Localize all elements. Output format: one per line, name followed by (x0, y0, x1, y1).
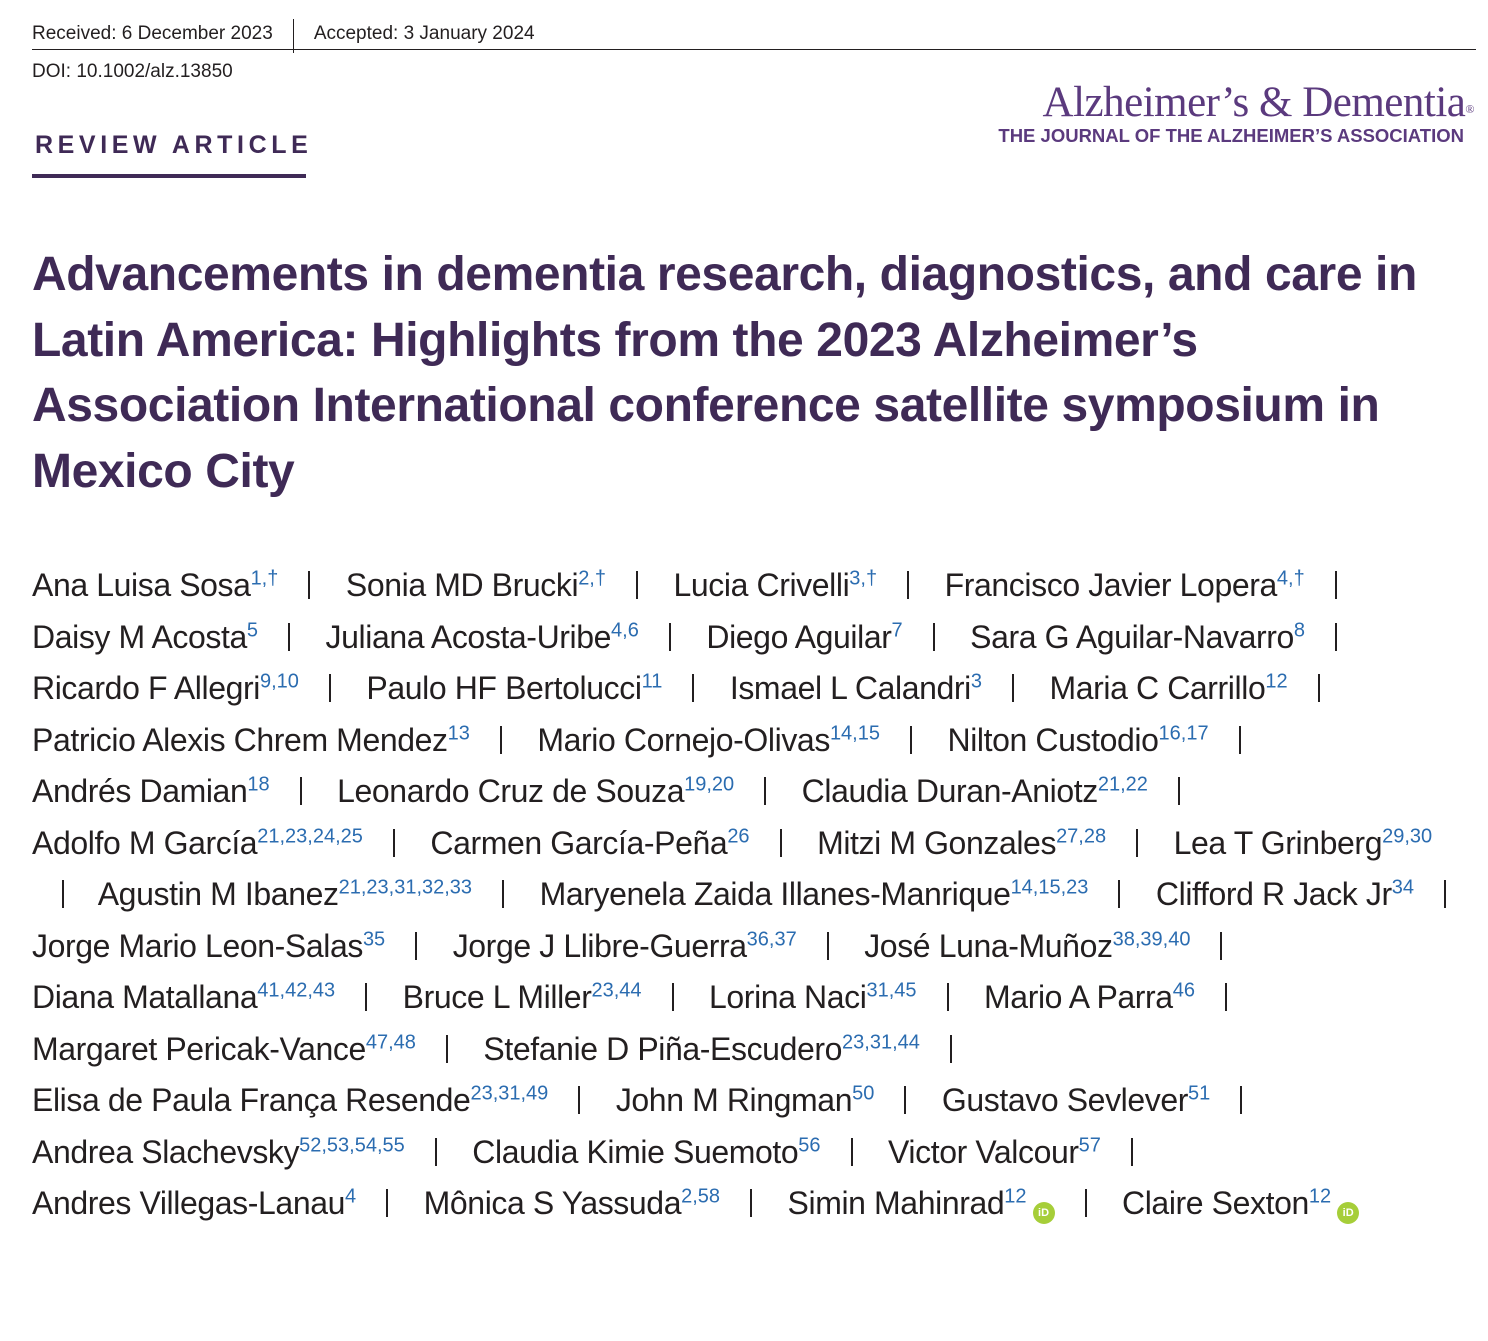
author-divider (435, 1138, 437, 1166)
author-name[interactable]: Margaret Pericak-Vance (32, 1030, 366, 1067)
publication-dates (32, 17, 535, 51)
date-separator (293, 19, 294, 53)
author-name[interactable]: Andres Villegas-Lanau (32, 1185, 346, 1221)
journal-logo[interactable] (998, 80, 1474, 147)
author-affiliation[interactable]: 19,20 (684, 773, 735, 796)
author-divider (502, 880, 504, 908)
author-affiliation[interactable]: 18 (247, 773, 270, 796)
author-divider (947, 983, 949, 1011)
author-affiliation[interactable]: 23,31,49 (470, 1082, 549, 1105)
author-name[interactable]: José Luna-Muñoz (864, 927, 1113, 964)
author-entry[interactable] (802, 773, 1148, 809)
author-divider (1335, 571, 1337, 599)
author-entry[interactable] (616, 1082, 875, 1118)
author-list (32, 560, 1476, 1230)
author-name[interactable]: Juliana Acosta-Uribe (325, 618, 612, 655)
author-entry[interactable] (346, 567, 606, 603)
author-name[interactable]: Mario Cornejo-Olivas (537, 721, 830, 758)
author-affiliation[interactable]: 34 (1391, 876, 1414, 899)
author-divider (764, 777, 766, 805)
author-affiliation[interactable]: 2,† (578, 567, 606, 590)
author-name[interactable]: Lea T Grinberg (1173, 824, 1383, 861)
author-name[interactable]: Claudia Kimie Suemoto (472, 1133, 799, 1170)
author-affiliation[interactable]: 52,53,54,55 (299, 1133, 405, 1156)
author-divider (308, 571, 310, 599)
registered-mark: ® (1465, 102, 1474, 116)
author-name[interactable]: Lorina Naci (709, 979, 867, 1015)
author-affiliation[interactable]: 4,6 (611, 618, 639, 641)
author-affiliation[interactable]: 41,42,43 (257, 979, 336, 1002)
author-name[interactable]: Bruce L Miller (402, 979, 592, 1015)
section-underline (32, 174, 306, 178)
journal-name (998, 80, 1474, 126)
author-affiliation[interactable]: 47,48 (365, 1030, 416, 1053)
author-affiliation[interactable]: 26 (727, 824, 750, 847)
author-entry[interactable] (817, 825, 1106, 861)
author-name[interactable]: Gustavo Sevlever (941, 1082, 1189, 1118)
author-divider (692, 674, 694, 702)
author-name[interactable]: Carmen García-Peña (430, 824, 728, 861)
author-divider (1239, 726, 1241, 754)
author-divider (1225, 983, 1227, 1011)
author-entry[interactable] (32, 1082, 548, 1118)
author-entry[interactable] (942, 1082, 1210, 1118)
author-divider (393, 829, 395, 857)
author-entry[interactable] (788, 1185, 1055, 1221)
author-divider (1136, 829, 1138, 857)
author-divider (1318, 674, 1320, 702)
author-divider (950, 1035, 952, 1063)
author-entry[interactable] (1174, 825, 1433, 861)
author-affiliation[interactable]: 16,17 (1158, 721, 1209, 744)
author-entry[interactable] (32, 670, 299, 706)
author-name[interactable]: Ricardo F Allegri (32, 670, 260, 706)
author-name[interactable]: Leonardo Cruz de Souza (337, 773, 685, 809)
author-divider (669, 623, 671, 651)
author-affiliation[interactable]: 9,10 (259, 670, 299, 693)
author-entry[interactable] (730, 670, 982, 706)
journal-name-text: Alzheimer’s & Dementia (1042, 79, 1466, 126)
author-entry[interactable] (864, 928, 1190, 964)
author-entry[interactable] (32, 773, 270, 809)
author-name[interactable]: Patricio Alexis Chrem Mendez (32, 721, 448, 758)
author-name[interactable]: Stefanie D Piña-Escudero (483, 1030, 843, 1067)
author-affiliation[interactable]: 50 (852, 1082, 875, 1105)
author-entry[interactable] (1156, 876, 1414, 912)
author-affiliation[interactable]: 23,44 (591, 979, 642, 1002)
author-affiliation[interactable]: 13 (447, 721, 470, 744)
author-divider (578, 1086, 580, 1114)
author-affiliation[interactable]: 3 (970, 670, 982, 693)
author-affiliation[interactable]: 51 (1188, 1082, 1211, 1105)
author-name[interactable]: Clifford R Jack Jr (1155, 876, 1392, 912)
author-affiliation[interactable]: 4,† (1276, 567, 1305, 590)
author-entry[interactable] (32, 1134, 405, 1170)
author-affiliation[interactable]: 36,37 (746, 927, 797, 950)
author-divider (446, 1035, 448, 1063)
author-affiliation[interactable]: 35 (362, 927, 386, 950)
author-name[interactable]: Maria C Carrillo (1049, 670, 1266, 706)
author-divider (1178, 777, 1180, 805)
author-divider (827, 932, 829, 960)
author-affiliation[interactable]: 8 (1293, 618, 1306, 641)
author-divider (1118, 880, 1120, 908)
author-entry[interactable] (709, 979, 917, 1015)
author-name[interactable]: Victor Valcour (888, 1133, 1079, 1170)
author-name[interactable]: Mitzi M Gonzales (817, 824, 1057, 861)
article-title: Advancements in dementia research, diagnostics, and care in Latin America: Highlights from the 2023 Alzheimer’s Association International conference satellite symposium in Mexico City (32, 248, 1417, 498)
author-divider (904, 1086, 906, 1114)
author-divider (300, 777, 302, 805)
author-entry[interactable] (888, 1134, 1101, 1170)
author-name[interactable]: Sonia MD Brucki (345, 567, 579, 603)
author-divider (500, 726, 502, 754)
author-divider (1444, 880, 1446, 908)
author-divider (750, 1189, 752, 1217)
author-name[interactable]: Claudia Duran-Aniotz (801, 773, 1098, 809)
author-divider (1220, 932, 1222, 960)
author-name[interactable]: Elisa de Paula França Resende (32, 1082, 471, 1118)
author-name[interactable]: Nilton Custodio (947, 721, 1159, 758)
author-affiliation[interactable]: 2,58 (681, 1185, 721, 1208)
author-name[interactable]: Lucia Crivelli (673, 567, 850, 603)
author-entry[interactable] (32, 1031, 416, 1067)
author-divider (910, 726, 912, 754)
author-entry[interactable] (32, 619, 258, 655)
author-entry[interactable] (472, 1134, 820, 1170)
author-name[interactable]: Andrea Slachevsky (32, 1133, 300, 1170)
author-entry[interactable] (403, 979, 642, 1015)
author-affiliation[interactable]: 14,15 (829, 721, 880, 744)
author-affiliation[interactable]: 56 (798, 1133, 821, 1156)
author-divider (1240, 1086, 1242, 1114)
author-divider (636, 571, 638, 599)
author-divider (1335, 623, 1337, 651)
author-name[interactable]: Claire Sexton (1122, 1185, 1309, 1221)
author-divider (672, 983, 674, 1011)
author-divider (1131, 1138, 1133, 1166)
author-affiliation[interactable]: 5 (246, 618, 259, 641)
author-name[interactable]: Mario A Parra (984, 979, 1173, 1015)
author-divider (386, 1189, 388, 1217)
author-entry[interactable] (32, 567, 278, 603)
author-affiliation[interactable]: 1,† (250, 567, 279, 590)
author-name[interactable]: Jorge J Llibre-Guerra (452, 927, 747, 964)
author-name[interactable]: Diana Matallana (32, 979, 258, 1015)
orcid-icon[interactable]: iD (1033, 1202, 1055, 1224)
author-name[interactable]: Sara G Aguilar-Navarro (970, 618, 1294, 655)
author-entry[interactable] (948, 722, 1209, 758)
author-affiliation[interactable]: 11 (641, 670, 663, 693)
author-affiliation[interactable]: 7 (891, 618, 903, 641)
author-name[interactable]: Adolfo M García (32, 824, 258, 861)
author-affiliation[interactable]: 3,† (849, 567, 878, 590)
accepted-date: Accepted: 3 January 2024 (313, 23, 535, 44)
orcid-icon[interactable]: iD (1337, 1202, 1359, 1224)
author-name[interactable]: Ana Luisa Sosa (32, 567, 251, 603)
author-entry[interactable] (453, 928, 797, 964)
journal-subtitle: THE JOURNAL OF THE ALZHEIMER’S ASSOCIATION (998, 125, 1464, 146)
author-entry[interactable] (945, 567, 1305, 603)
section-label: REVIEW ARTICLE (35, 131, 313, 159)
author-entry[interactable] (970, 619, 1305, 655)
author-entry[interactable] (430, 825, 749, 861)
doi[interactable]: DOI: 10.1002/alz.13850 (32, 61, 233, 82)
header-rule (32, 49, 1476, 50)
author-affiliation[interactable]: 23,31,44 (842, 1030, 920, 1053)
author-affiliation[interactable]: 29,30 (1382, 824, 1433, 847)
author-affiliation[interactable]: 12 (1004, 1185, 1027, 1208)
author-affiliation[interactable]: 57 (1078, 1133, 1101, 1156)
author-affiliation[interactable]: 12 (1308, 1185, 1332, 1208)
author-divider (1085, 1189, 1087, 1217)
author-name[interactable]: Andrés Damian (32, 773, 248, 809)
author-entry[interactable] (674, 567, 878, 603)
author-affiliation[interactable]: 14,15,23 (1010, 876, 1089, 899)
author-affiliation[interactable]: 46 (1172, 979, 1195, 1002)
author-entry[interactable] (537, 722, 880, 758)
received-date: Received: 6 December 2023 (32, 23, 273, 44)
author-entry[interactable] (366, 670, 662, 706)
author-name[interactable]: Jorge Mario Leon-Salas (32, 927, 363, 964)
author-entry[interactable] (32, 1185, 356, 1221)
author-name[interactable]: Simin Mahinrad (787, 1185, 1005, 1221)
author-affiliation[interactable]: 27,28 (1056, 824, 1107, 847)
author-entry[interactable] (32, 825, 363, 861)
author-divider (1012, 674, 1014, 702)
author-divider (365, 983, 367, 1011)
author-entry[interactable] (32, 928, 385, 964)
author-divider (329, 674, 331, 702)
author-divider (62, 880, 64, 908)
author-entry[interactable] (326, 619, 639, 655)
author-entry[interactable] (984, 979, 1195, 1015)
author-name[interactable]: Agustin M Ibanez (97, 876, 339, 912)
author-entry[interactable] (98, 876, 472, 912)
author-name[interactable]: John M Ringman (615, 1082, 853, 1118)
author-divider (415, 932, 417, 960)
author-affiliation[interactable]: 4 (345, 1185, 357, 1208)
author-divider (933, 623, 935, 651)
author-entry[interactable] (1049, 670, 1287, 706)
author-entry[interactable] (540, 876, 1089, 912)
author-name[interactable]: Francisco Javier Lopera (944, 567, 1277, 603)
author-name[interactable]: Daisy M Acosta (32, 618, 247, 655)
author-affiliation[interactable]: 21,23,24,25 (257, 824, 363, 847)
author-name[interactable]: Mônica S Yassuda (423, 1185, 682, 1221)
author-entry[interactable] (32, 979, 335, 1015)
author-affiliation[interactable]: 38,39,40 (1112, 927, 1191, 950)
author-name[interactable]: Paulo HF Bertolucci (366, 670, 642, 706)
author-affiliation[interactable]: 21,22 (1097, 773, 1148, 796)
author-entry[interactable] (706, 619, 902, 655)
author-divider (907, 571, 909, 599)
author-entry[interactable] (483, 1031, 919, 1067)
author-entry[interactable] (337, 773, 734, 809)
author-divider (851, 1138, 853, 1166)
author-divider (288, 623, 290, 651)
author-name[interactable]: Diego Aguilar (706, 618, 892, 655)
author-name[interactable]: Maryenela Zaida Illanes-Manrique (539, 876, 1011, 912)
author-entry[interactable] (424, 1185, 720, 1221)
author-affiliation[interactable]: 31,45 (866, 979, 917, 1002)
author-affiliation[interactable]: 12 (1265, 670, 1288, 693)
author-divider (780, 829, 782, 857)
author-entry[interactable] (1122, 1185, 1359, 1221)
author-affiliation[interactable]: 21,23,31,32,33 (338, 876, 473, 899)
author-entry[interactable] (32, 722, 470, 758)
author-name[interactable]: Ismael L Calandri (729, 670, 971, 706)
